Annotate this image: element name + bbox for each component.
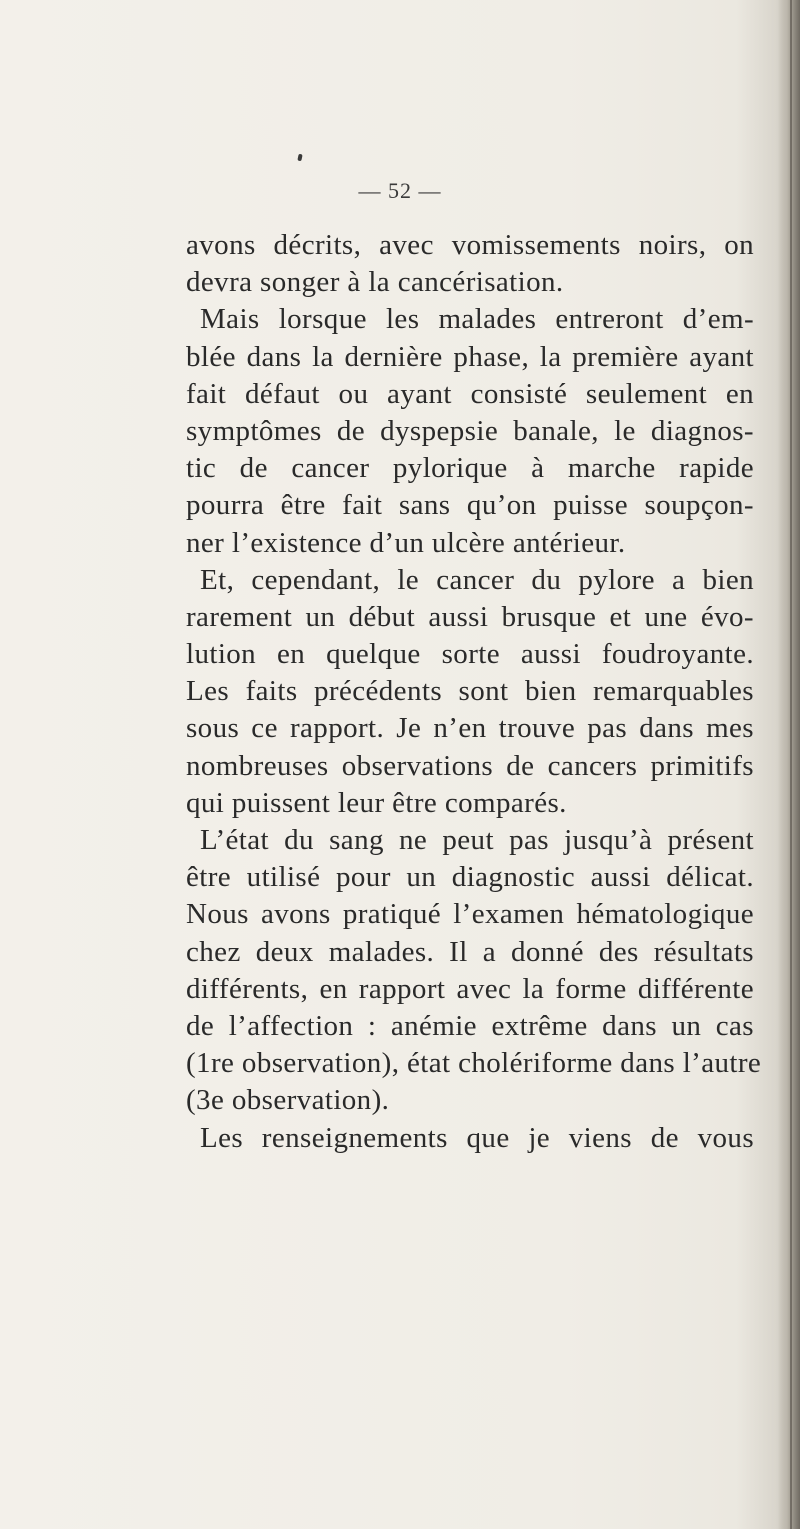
text-line: Les renseignements que je viens de vous (200, 1121, 754, 1154)
text-line: devra songer à la cancérisation. (186, 266, 564, 299)
text-line: symptômes de dyspepsie banale, le diagnos- (186, 414, 754, 447)
text-line: avons décrits, avec vomissements noirs, on (186, 229, 754, 261)
text-line: lution en quelque sorte aussi foudroyante. (186, 638, 754, 671)
text-line: ner l’existence d’un ulcère antérieur. (186, 526, 626, 559)
text-line: différents, en rapport avec la forme différente (186, 972, 754, 1005)
page-binding-shadow (790, 0, 792, 1529)
text-line: nombreuses observations de cancers primitifs (186, 749, 754, 782)
text-line: pourra être fait sans qu’on puisse soupçon- (186, 489, 754, 522)
text-line: de l’affection : anémie extrême dans un cas (186, 1009, 754, 1042)
text-line: L’état du sang ne peut pas jusqu’à présent (200, 824, 754, 856)
body-text (186, 227, 762, 1157)
text-line: fait défaut ou ayant consisté seulement en (186, 377, 754, 410)
text-line: blée dans la dernière phase, la première ayant (186, 340, 754, 373)
text-line: être utilisé pour un diagnostic aussi délicat. (186, 861, 754, 894)
ink-speck (297, 154, 302, 162)
page-binding-edge (778, 0, 800, 1529)
text-line: (1re observation), état cholériforme dans l’autre (186, 1047, 762, 1080)
text-line: Nous avons pratiqué l’examen hématologique (186, 898, 754, 931)
text-line: Mais lorsque les malades entreront d’em- (200, 303, 754, 336)
text-line: sous ce rapport. Je n’en trouve pas dans mes (186, 712, 754, 745)
text-line: qui puissent leur être comparés. (186, 786, 567, 819)
page-number: — 52 — (358, 178, 442, 203)
text-line: (3e observation). (186, 1084, 390, 1117)
text-line: Les faits précédents sont bien remarquables (186, 675, 754, 708)
text-line: Et, cependant, le cancer du pylore a bien (200, 563, 754, 596)
text-line: chez deux malades. Il a donné des résultats (186, 935, 754, 968)
text-line: tic de cancer pylorique à marche rapide (186, 452, 754, 485)
text-line: rarement un début aussi brusque et une évo- (186, 600, 754, 633)
